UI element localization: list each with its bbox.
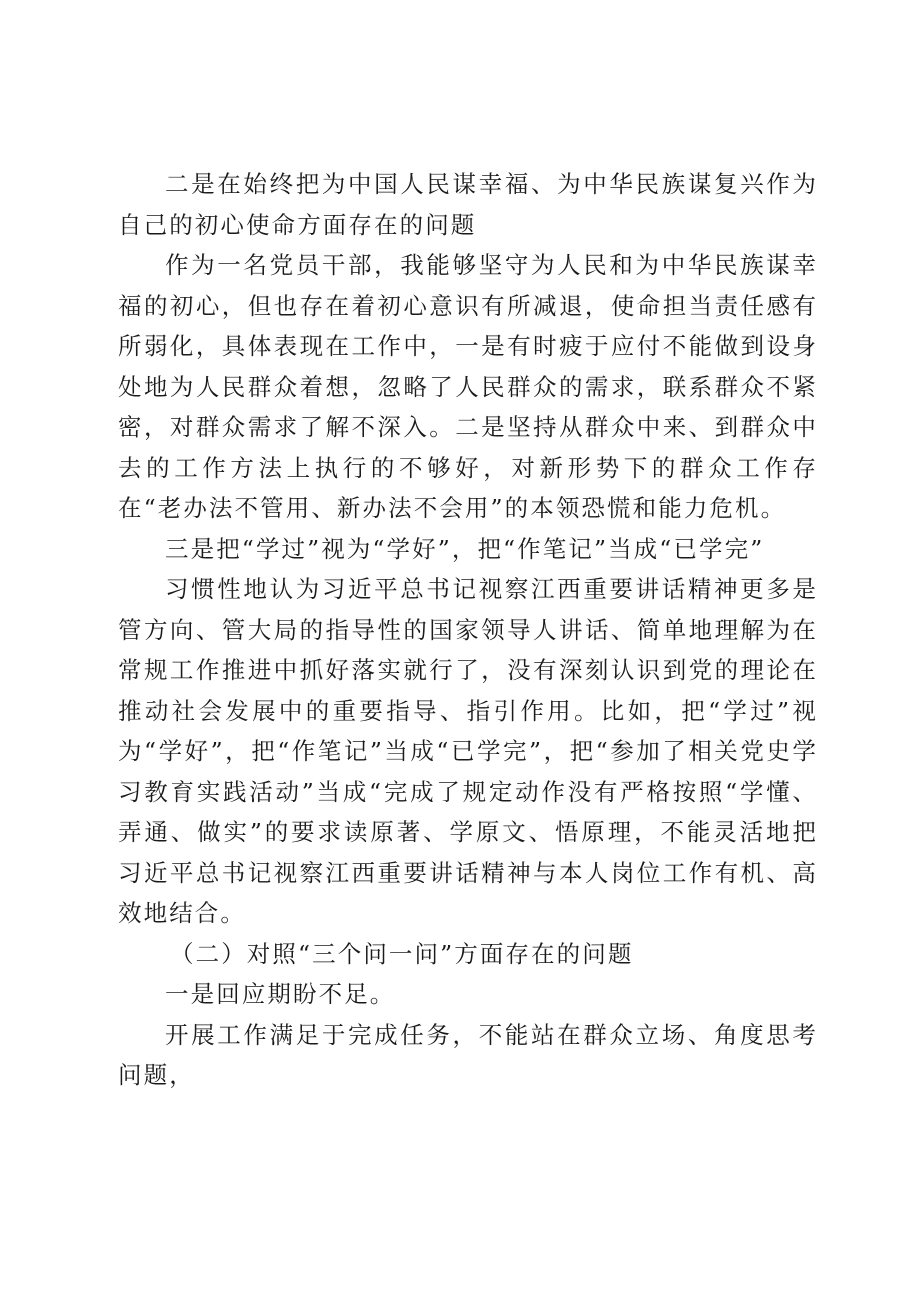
paragraph-body-1: 作为一名党员干部，我能够坚守为人民和为中华民族谋幸福的初心，但也存在着初心意识有所减退，使命担当责任感有所弱化，具体表现在工作中，一是有时疲于应付不能做到设身处地为人民群众着想，忽略了人民群众的需求，联系群众不紧密，对群众需求了解不深入。二是坚持从群众中来、到群众中去的工作方法上执行的不够好，对新形势下的群众工作存在“老办法不管用、新办法不会用”的本领恐慌和能力危机。: [118, 251, 818, 522]
paragraph-subheading-2: （二）对照“三个问一问”方面存在的问题: [170, 939, 634, 968]
paragraph-body-3: 开展工作满足于完成任务，不能站在群众立场、角度思考问题，: [118, 1020, 818, 1089]
paragraph-section-heading-2: 二是在始终把为中国人民谋幸福、为中华民族谋复兴作为自己的初心使命方面存在的问题: [118, 170, 818, 239]
paragraph-point-1: 一是回应期盼不足。: [165, 980, 396, 1008]
paragraph-section-heading-3: 三是把“学过”视为“学好”，把“作笔记”当成“已学完”: [165, 534, 765, 563]
paragraph-body-2: 习惯性地认为习近平总书记视察江西重要讲话精神更多是管方向、管大局的指导性的国家领导人讲话、简单地理解为在常规工作推进中抓好落实就行了，没有深刻认识到党的理论在推动社会发展中的重要指导、指引作用。比如，把“学过”视为“学好”，把“作笔记”当成“已学完”，把“参加了相关党史学习教育实践活动”当成“完成了规定动作没有严格按照“学懂、弄通、做实”的要求读原著、学原文、悟原理，不能灵活地把习近平总书记视察江西重要讲话精神与本人岗位工作有机、高效地结合。: [118, 575, 818, 927]
document-body: [118, 164, 818, 1096]
